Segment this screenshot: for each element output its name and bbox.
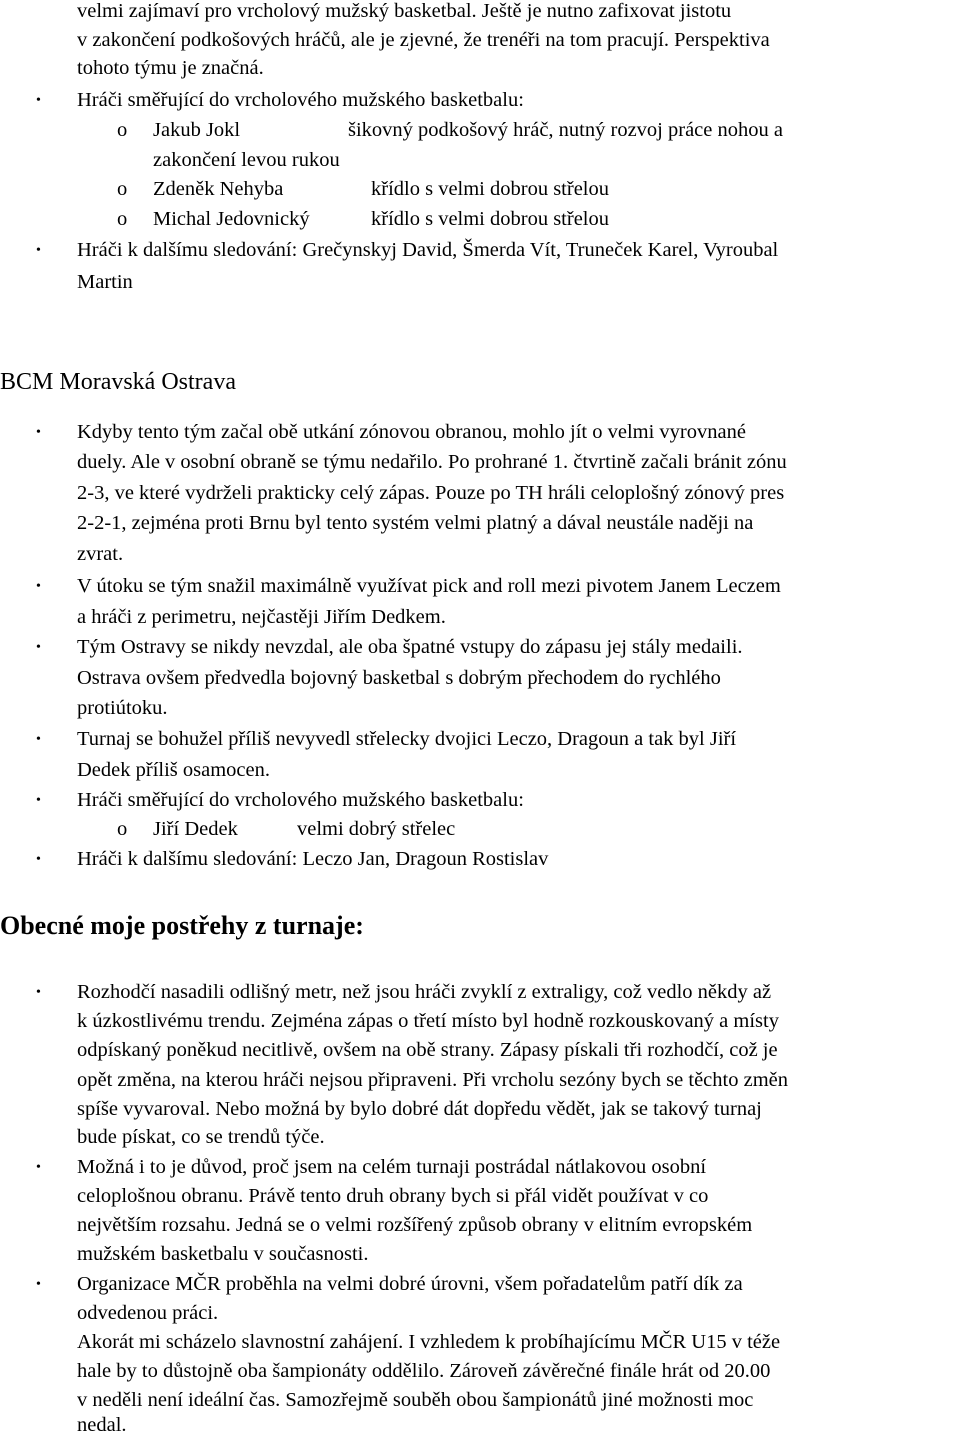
- paragraph-line: nedal.: [77, 1414, 127, 1436]
- sub-bullet-marker: o: [117, 208, 128, 230]
- watch-line: Hráči k dalšímu sledování: Grečynskyj David, Šmerda Vít, Truneček Karel, Vyroubal: [77, 239, 779, 261]
- paragraph-line: k úzkostlivému trendu. Zejména zápas o třetí místo byl hodně rozkouskovaný a místy: [77, 1010, 779, 1032]
- paragraph-line: Tým Ostravy se nikdy nevzdal, ale oba špatné vstupy do zápasu jej stály medaili.: [77, 636, 743, 658]
- paragraph-line: Rozhodčí nasadili odlišný metr, než jsou hráči zvyklí z extraligy, což vedlo někdy až: [77, 981, 772, 1003]
- bullet-icon: •: [36, 640, 41, 655]
- paragraph-line: zvrat.: [77, 543, 124, 565]
- paragraph-line: celoplošnou obranu. Právě tento druh obrany bych si přál vidět používat v co: [77, 1185, 709, 1207]
- paragraph-line: V útoku se tým snažil maximálně využívat pick and roll mezi pivotem Janem Leczem: [77, 575, 781, 597]
- player-note: zakončení levou rukou: [153, 149, 340, 171]
- section-heading: Obecné moje postřehy z turnaje:: [0, 911, 364, 940]
- paragraph-line: Kdyby tento tým začal obě utkání zónovou obranou, mohlo jít o velmi vyrovnané: [77, 421, 746, 443]
- intro-line: v zakončení podkošových hráčů, ale je zjevné, že trenéři na tom pracují. Perspektiva: [77, 29, 770, 51]
- paragraph-line: protiútoku.: [77, 697, 168, 719]
- player-note: velmi dobrý střelec: [297, 818, 456, 840]
- player-note: křídlo s velmi dobrou střelou: [371, 178, 610, 200]
- bullet-icon: •: [36, 1160, 41, 1175]
- paragraph-line: 2-3, ve které vydrželi prakticky celý zápas. Pouze po TH hráli celoplošný zónový pres: [77, 482, 785, 504]
- sub-bullet-marker: o: [117, 818, 128, 840]
- paragraph-line: a hráči z perimetru, nejčastěji Jiřím Dedkem.: [77, 606, 446, 628]
- bullet-icon: •: [36, 1277, 41, 1292]
- sub-bullet-marker: o: [117, 178, 128, 200]
- paragraph-line: největším rozsahu. Jedná se o velmi rozšířený způsob obrany v elitním evropském: [77, 1214, 753, 1236]
- bullet-icon: •: [36, 793, 41, 808]
- paragraph-line: Organizace MČR proběhla na velmi dobré úrovni, všem pořadatelům patří dík za: [77, 1273, 743, 1295]
- paragraph-line: mužském basketbalu v současnosti.: [77, 1243, 369, 1265]
- sub-bullet-marker: o: [117, 119, 128, 141]
- bullet-icon: •: [36, 732, 41, 747]
- paragraph-line: v neděli není ideální čas. Samozřejmě souběh obou šampionátů jiné možnosti moc: [77, 1389, 754, 1411]
- paragraph-line: 2-2-1, zejména proti Brnu byl tento systém velmi platný a dával neustále naději na: [77, 512, 754, 534]
- bullet-icon: •: [36, 93, 41, 108]
- paragraph-line: hale by to důstojně oba šampionáty oddělilo. Zároveň závěrečné finále hrát od 20.00: [77, 1360, 771, 1382]
- paragraph-line: odpískaný poněkud necitlivě, ovšem na obě strany. Zápasy pískali tři rozhodčí, což je: [77, 1039, 778, 1061]
- player-name: Jiří Dedek: [153, 818, 238, 840]
- bullet-icon: •: [36, 579, 41, 594]
- paragraph-line: Ostrava ovšem předvedla bojovný basketbal s dobrým přechodem do rychlého: [77, 667, 721, 689]
- intro-line: velmi zajímaví pro vrcholový mužský basketbal. Ještě je nutno zafixovat jistotu: [77, 0, 732, 22]
- player-note: křídlo s velmi dobrou střelou: [371, 208, 610, 230]
- player-name: Jakub Jokl: [153, 119, 241, 141]
- top-players-title: Hráči směřující do vrcholového mužského basketbalu:: [77, 789, 524, 811]
- bullet-icon: •: [36, 852, 41, 867]
- paragraph-line: Akorát mi scházelo slavnostní zahájení. I vzhledem k probíhajícímu MČR U15 v téže: [77, 1331, 781, 1353]
- watch-line: Martin: [77, 271, 133, 293]
- watch-line: Hráči k dalšímu sledování: Leczo Jan, Dragoun Rostislav: [77, 848, 549, 870]
- paragraph-line: odvedenou práci.: [77, 1302, 219, 1324]
- player-name: Michal Jedovnický: [153, 208, 310, 230]
- paragraph-line: spíše vyvaroval. Nebo možná by bylo dobré dát dopředu vědět, jak se takový turnaj: [77, 1098, 762, 1120]
- player-note: šikovný podkošový hráč, nutný rozvoj práce nohou a: [348, 119, 783, 141]
- player-name: Zdeněk Nehyba: [153, 178, 284, 200]
- team-heading: BCM Moravská Ostrava: [0, 369, 236, 395]
- paragraph-line: Dedek příliš osamocen.: [77, 759, 270, 781]
- intro-line: tohoto týmu je značná.: [77, 57, 264, 79]
- paragraph-line: bude pískat, co se trendů týče.: [77, 1126, 325, 1148]
- paragraph-line: duely. Ale v osobní obraně se týmu nedařilo. Po prohrané 1. čtvrtině začali bránit zónu: [77, 451, 787, 473]
- bullet-icon: •: [36, 985, 41, 1000]
- bullet-icon: •: [36, 243, 41, 258]
- top-players-title: Hráči směřující do vrcholového mužského basketbalu:: [77, 89, 524, 111]
- paragraph-line: Turnaj se bohužel příliš nevyvedl střelecky dvojici Leczo, Dragoun a tak byl Jiří: [77, 728, 737, 750]
- paragraph-line: opět změna, na kterou hráči nejsou připraveni. Při vrcholu sezóny bych se těchto změn: [77, 1069, 788, 1091]
- paragraph-line: Možná i to je důvod, proč jsem na celém turnaji postrádal nátlakovou osobní: [77, 1156, 707, 1178]
- bullet-icon: •: [36, 425, 41, 440]
